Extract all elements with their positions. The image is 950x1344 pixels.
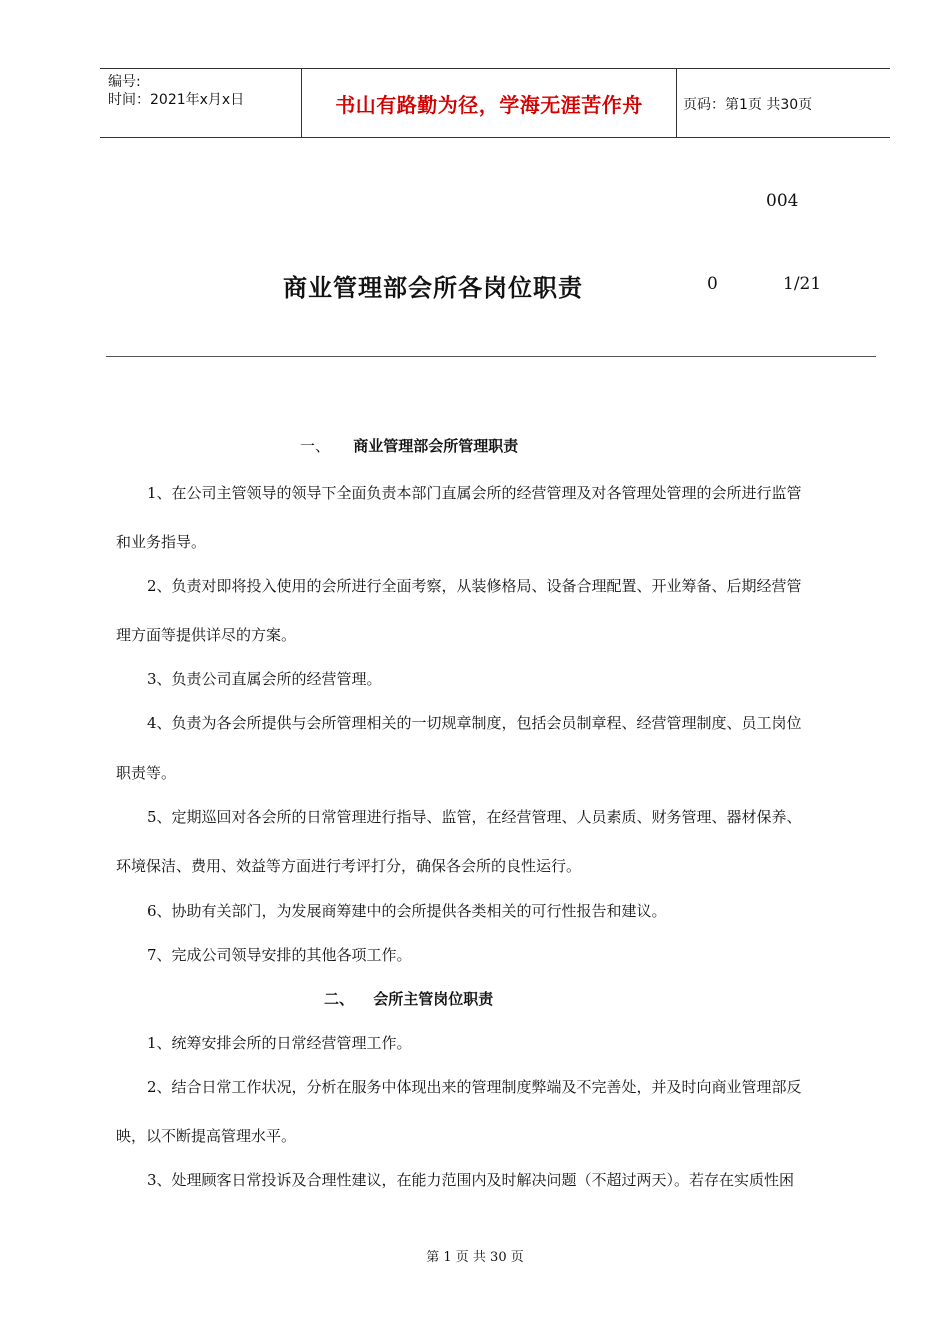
paragraph-line: 2、结合日常工作状况，分析在服务中体现出来的管理制度弊端及不完善处，并及时向商业管理部反	[147, 1078, 802, 1096]
section-title: 会所主管岗位职责	[373, 990, 494, 1008]
section-heading	[300, 435, 518, 456]
paragraph-line: 1、统筹安排会所的日常经营管理工作。	[147, 1034, 412, 1052]
document-code: 004	[766, 191, 799, 211]
paragraph-line: 和业务指导。	[116, 533, 207, 551]
section-heading	[324, 988, 493, 1009]
section-number: 一、	[300, 437, 331, 455]
header-page-info: 页码：第1页 共30页	[683, 97, 813, 113]
header-divider	[676, 69, 677, 137]
section-number: 二、	[324, 990, 355, 1008]
header-motto: 书山有路勤为径，学海无涯苦作舟	[335, 92, 643, 117]
document-page-fraction: 1/21	[783, 274, 822, 294]
document-header	[100, 68, 890, 138]
paragraph-line: 环境保洁、费用、效益等方面进行考评打分，确保各会所的良性运行。	[116, 857, 582, 875]
document-version: 0	[707, 274, 718, 294]
page-footer: 第 1 页 共 30 页	[426, 1250, 524, 1265]
paragraph-line: 映，以不断提高管理水平。	[116, 1127, 297, 1145]
paragraph-line: 职责等。	[116, 764, 177, 782]
paragraph-line: 2、负责对即将投入使用的会所进行全面考察，从装修格局、设备合理配置、开业筹备、后期经营管	[147, 577, 802, 595]
paragraph-line: 4、负责为各会所提供与会所管理相关的一切规章制度，包括会员制章程、经营管理制度、员工岗位	[147, 714, 802, 732]
title-rule	[106, 356, 876, 357]
paragraph-line: 5、定期巡回对各会所的日常管理进行指导、监管，在经营管理、人员素质、财务管理、器材保养、	[147, 808, 802, 826]
paragraph-line: 1、在公司主管领导的领导下全面负责本部门直属会所的经营管理及对各管理处管理的会所进行监管	[147, 484, 802, 502]
paragraph-line: 6、协助有关部门，为发展商筹建中的会所提供各类相关的可行性报告和建议。	[147, 902, 667, 920]
paragraph-line: 理方面等提供详尽的方案。	[116, 626, 297, 644]
number-label: 编号:	[108, 74, 141, 90]
paragraph-line: 3、处理顾客日常投诉及合理性建议，在能力范围内及时解决问题（不超过两天）。若存在实质性困	[147, 1171, 795, 1189]
paragraph-line: 7、完成公司领导安排的其他各项工作。	[147, 946, 412, 964]
section-title: 商业管理部会所管理职责	[353, 437, 519, 455]
document-title: 商业管理部会所各岗位职责	[283, 273, 583, 302]
header-meta	[108, 73, 244, 109]
date-label: 时间：2021年x月x日	[108, 92, 245, 108]
paragraph-line: 3、负责公司直属会所的经营管理。	[147, 670, 382, 688]
